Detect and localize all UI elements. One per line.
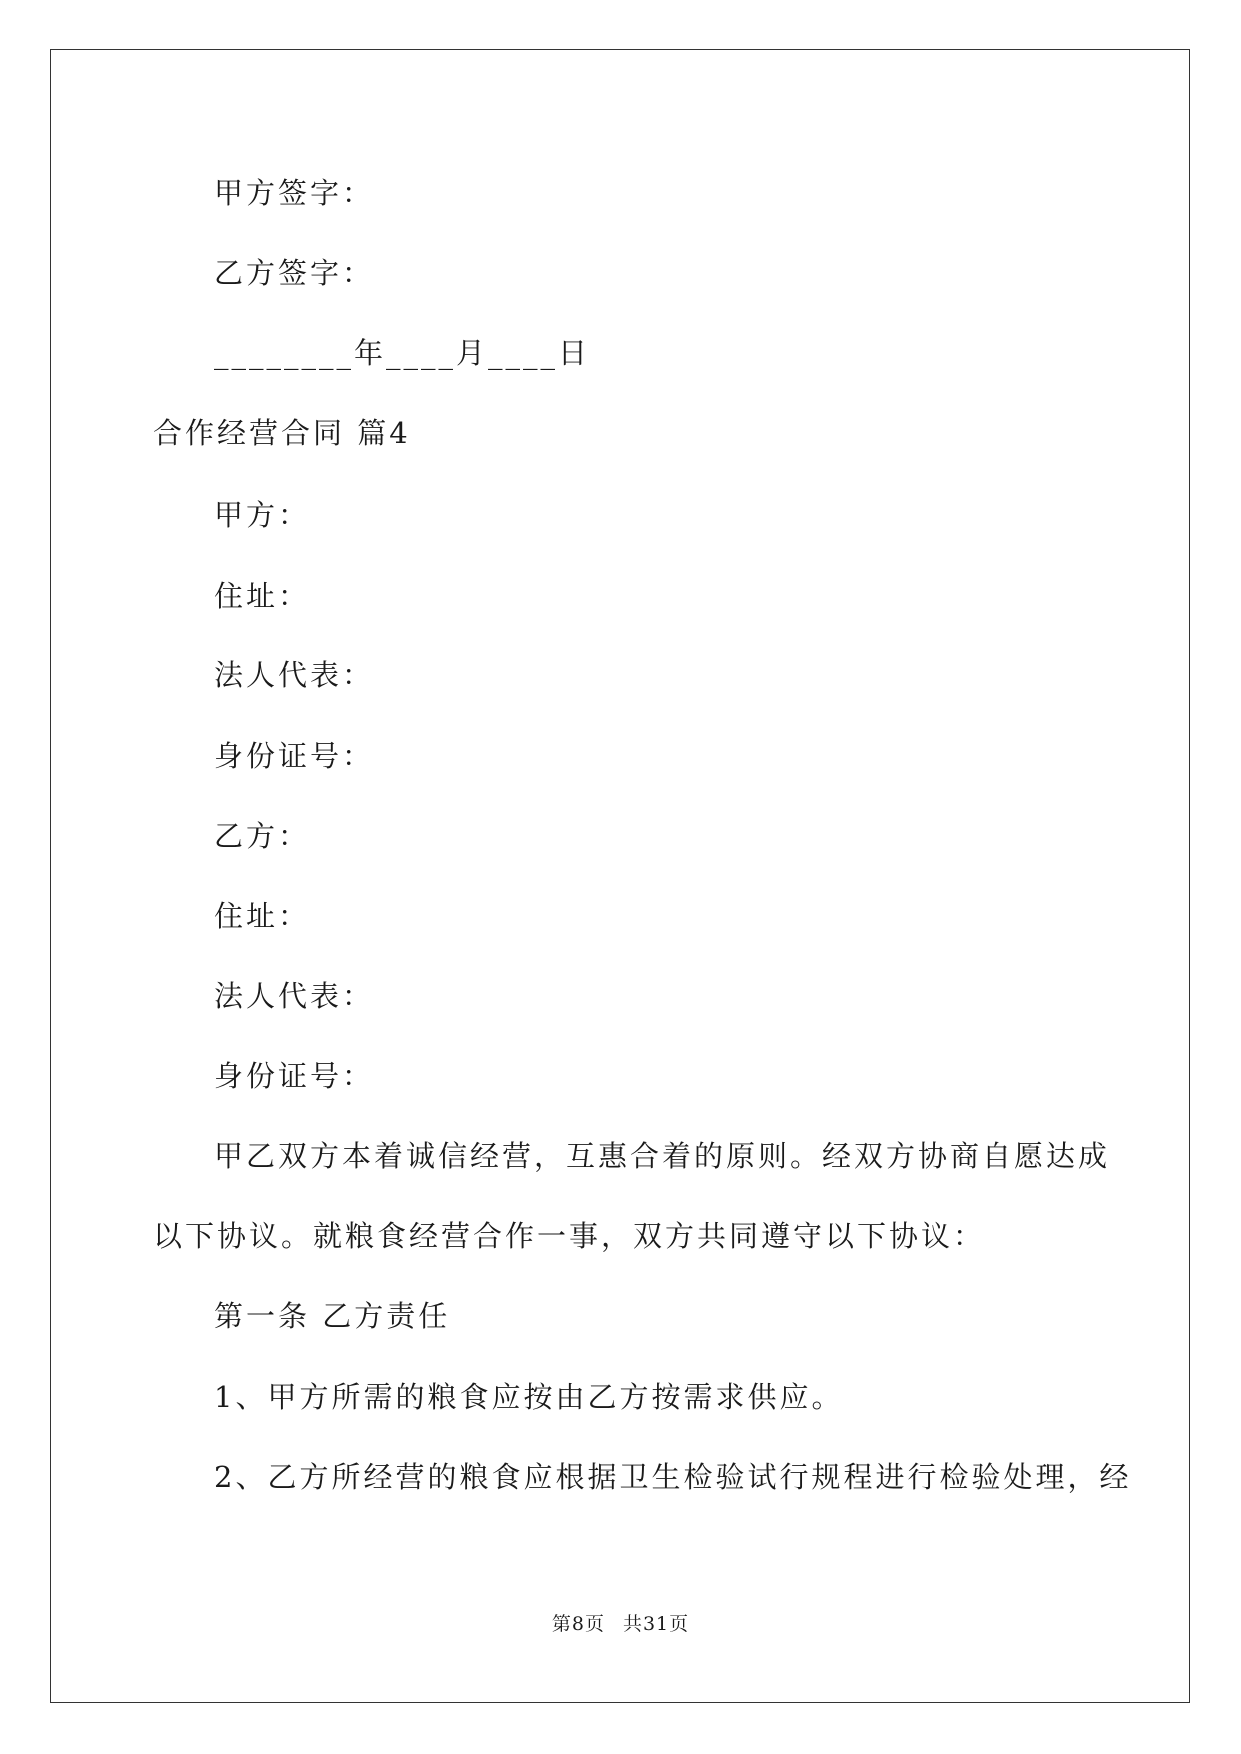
party-a-label: 甲方： bbox=[214, 498, 311, 532]
party-a-signature-label: 甲方签字： bbox=[214, 176, 375, 210]
party-b-legal-rep-label: 法人代表： bbox=[214, 979, 375, 1013]
clause-item: 2、乙方所经营的粮食应根据卫生检验试行规程进行检验处理，经 bbox=[214, 1460, 1132, 1494]
party-b-signature-label: 乙方签字： bbox=[214, 256, 375, 290]
party-b-id-label: 身份证号： bbox=[214, 1059, 375, 1093]
page-total: 共31页 bbox=[622, 1613, 690, 1635]
section-title: 合作经营合同 篇4 bbox=[153, 416, 411, 450]
page-frame bbox=[50, 49, 1190, 1703]
party-a-address-label: 住址： bbox=[214, 579, 311, 613]
page-number: 第8页 bbox=[551, 1613, 605, 1635]
party-b-label: 乙方： bbox=[214, 819, 311, 853]
party-a-legal-rep-label: 法人代表： bbox=[214, 658, 375, 692]
party-a-id-label: 身份证号： bbox=[214, 739, 375, 773]
page-footer bbox=[0, 1612, 1241, 1636]
clause-item: 1、甲方所需的粮食应按由乙方按需求供应。 bbox=[214, 1380, 844, 1414]
paragraph-line: 以下协议。就粮食经营合作一事，双方共同遵守以下协议： bbox=[153, 1219, 986, 1253]
party-b-address-label: 住址： bbox=[214, 899, 311, 933]
paragraph-line: 甲乙双方本着诚信经营，互惠合着的原则。经双方协商自愿达成 bbox=[214, 1139, 1111, 1173]
date-line: ________年____月____日 bbox=[214, 336, 591, 370]
article-heading: 第一条 乙方责任 bbox=[214, 1299, 451, 1333]
